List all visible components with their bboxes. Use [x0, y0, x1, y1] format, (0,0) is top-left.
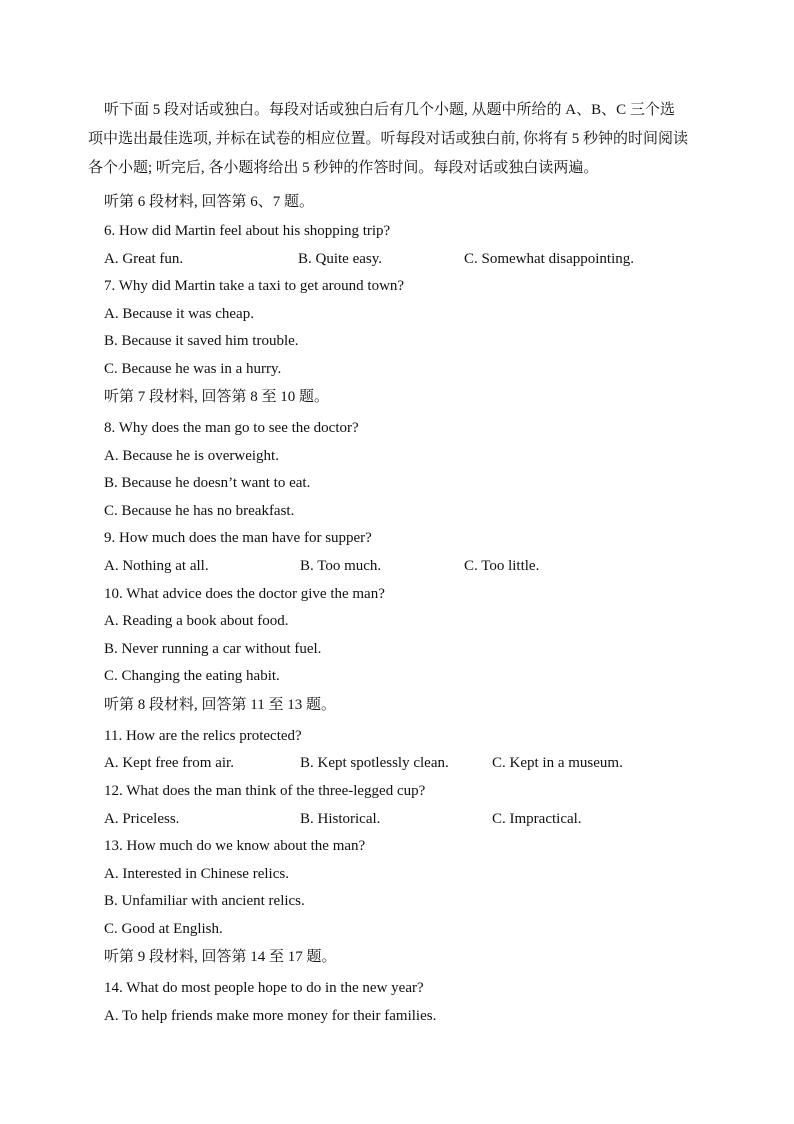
question-10: 10. What advice does the doctor give the man? [104, 586, 385, 602]
section-heading-6: 听第 6 段材料, 回答第 6、7 题。 [104, 194, 315, 210]
question-12: 12. What does the man think of the three-legged cup? [104, 783, 426, 799]
question-14: 14. What do most people hope to do in the new year? [104, 980, 424, 996]
option-10-a: A. Reading a book about food. [104, 613, 289, 629]
section-heading-8: 听第 8 段材料, 回答第 11 至 13 题。 [104, 697, 336, 713]
option-8-c: C. Because he has no breakfast. [104, 503, 295, 519]
question-9: 9. How much does the man have for supper? [104, 530, 372, 546]
option-9-b: B. Too much. [300, 558, 382, 574]
option-7-c: C. Because he was in a hurry. [104, 361, 282, 377]
option-9-c: C. Too little. [464, 558, 540, 574]
instructions-line-2: 项中选出最佳选项, 并标在试卷的相应位置。听每段对话或独白前, 你将有 5 秒钟的时间阅读 [88, 131, 689, 147]
option-7-a: A. Because it was cheap. [104, 306, 254, 322]
option-12-c: C. Impractical. [492, 811, 582, 827]
option-6-c: C. Somewhat disappointing. [464, 251, 634, 267]
question-11: 11. How are the relics protected? [104, 728, 302, 744]
instructions-line-1: 听下面 5 段对话或独白。每段对话或独白后有几个小题, 从题中所给的 A、B、C 三个选 [104, 102, 675, 118]
option-13-c: C. Good at English. [104, 921, 223, 937]
option-7-b: B. Because it saved him trouble. [104, 333, 299, 349]
instructions [88, 96, 724, 183]
question-7: 7. Why did Martin take a taxi to get around town? [104, 278, 405, 294]
option-14-a: A. To help friends make more money for their families. [104, 1008, 437, 1024]
question-8: 8. Why does the man go to see the doctor? [104, 420, 359, 436]
option-11-c: C. Kept in a museum. [492, 755, 623, 771]
option-12-a: A. Priceless. [104, 811, 180, 827]
section-heading-7: 听第 7 段材料, 回答第 8 至 10 题。 [104, 389, 330, 405]
option-13-b: B. Unfamiliar with ancient relics. [104, 893, 305, 909]
option-6-b: B. Quite easy. [298, 251, 383, 267]
instructions-line-3: 各个小题; 听完后, 各小题将给出 5 秒钟的作答时间。每段对话或独白读两遍。 [88, 160, 599, 176]
section-heading-9: 听第 9 段材料, 回答第 14 至 17 题。 [104, 949, 337, 965]
option-13-a: A. Interested in Chinese relics. [104, 866, 289, 882]
option-6-a: A. Great fun. [104, 251, 184, 267]
option-8-a: A. Because he is overweight. [104, 448, 279, 464]
option-11-b: B. Kept spotlessly clean. [300, 755, 449, 771]
option-10-b: B. Never running a car without fuel. [104, 641, 322, 657]
question-6: 6. How did Martin feel about his shopping trip? [104, 223, 391, 239]
option-10-c: C. Changing the eating habit. [104, 668, 280, 684]
option-12-b: B. Historical. [300, 811, 381, 827]
question-13: 13. How much do we know about the man? [104, 838, 366, 854]
option-9-a: A. Nothing at all. [104, 558, 209, 574]
option-8-b: B. Because he doesn’t want to eat. [104, 475, 311, 491]
option-11-a: A. Kept free from air. [104, 755, 234, 771]
